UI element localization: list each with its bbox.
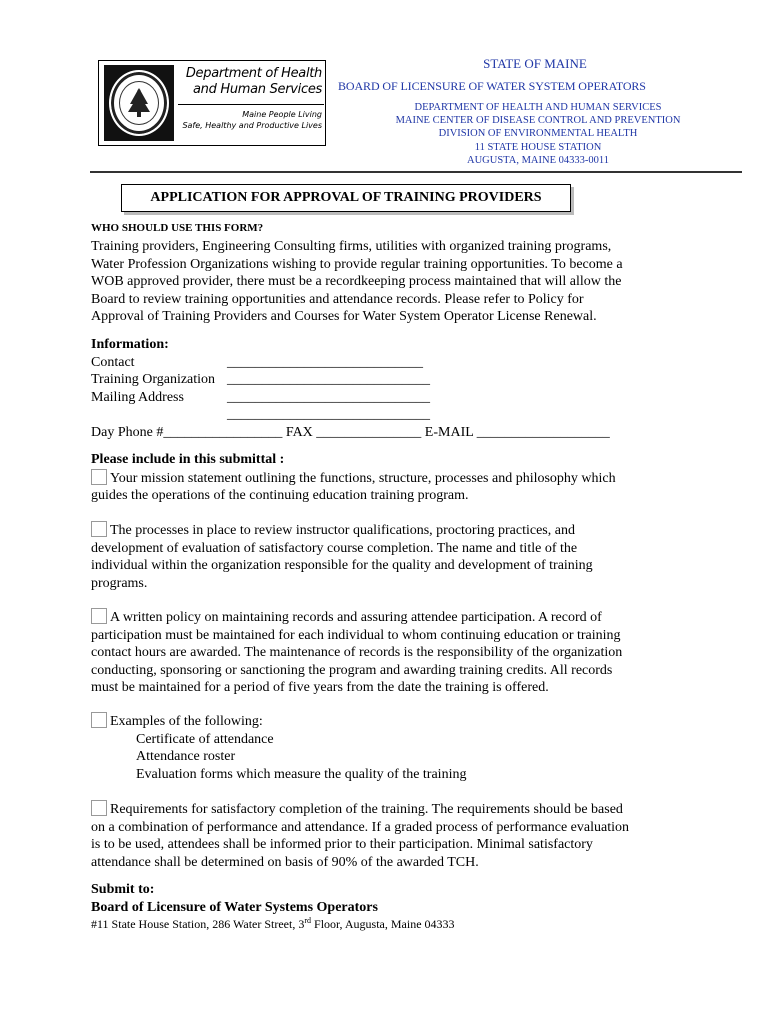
who-line: Board to review training opportunities and attendance records. Please refer to Policy for [91, 291, 584, 307]
department-name-line1: Department of Health [185, 66, 322, 81]
who-heading: WHO SHOULD USE THIS FORM? [91, 222, 264, 234]
department-name-line2: and Human Services [192, 82, 322, 97]
organization-row [91, 371, 691, 389]
checkbox[interactable] [91, 800, 107, 816]
submit-board: Board of Licensure of Water Systems Operators [91, 899, 378, 915]
information-heading: Information: [91, 337, 169, 352]
address-line: MAINE CENTER OF DISEASE CONTROL AND PREVENTION [395, 115, 681, 127]
item-text: programs. [91, 575, 148, 591]
checkbox[interactable] [91, 469, 107, 485]
board-title: BOARD OF LICENSURE OF WATER SYSTEM OPERATORS [338, 79, 646, 93]
organization-label: Training Organization [91, 372, 216, 388]
submit-section [91, 881, 691, 934]
logo-divider [178, 104, 324, 105]
department-tagline [178, 109, 322, 131]
mailing-row [91, 389, 691, 407]
submittal-item [91, 521, 691, 592]
information-section [91, 336, 691, 442]
state-title: STATE OF MAINE [483, 56, 587, 71]
who-line: WOB approved provider, there must be a recordkeeping process maintained that will allow the [91, 274, 622, 290]
who-paragraph [91, 238, 691, 326]
mailing-label: Mailing Address [91, 389, 184, 405]
submit-heading: Submit to: [91, 882, 155, 897]
who-line: Water Profession Organizations wishing to provide regular training opportunities. To become a [91, 256, 623, 272]
item-text: Your mission statement outlining the functions, structure, processes and philosophy which [110, 470, 616, 486]
item-text: Requirements for satisfactory completion of the training. The requirements should be based [110, 802, 623, 817]
department-tagline-line2: Safe, Healthy and Productive Lives [182, 121, 322, 130]
item-text: on a combination of performance and attendance. If a graded process of performance evaluation [91, 819, 629, 835]
submittal-heading: Please include in this submittal : [91, 452, 285, 467]
item-text: contact hours are awarded. The maintenance of records is the responsibility of the organization [91, 645, 623, 661]
mailing-field[interactable]: _____________________________ [227, 389, 430, 405]
checkbox[interactable] [91, 521, 107, 537]
contact-field[interactable]: ____________________________ [227, 354, 423, 370]
form-title: APPLICATION FOR APPROVAL OF TRAINING PROVIDERS [121, 184, 571, 212]
item-text: The processes in place to review instructor qualifications, proctoring practices, and [110, 523, 575, 538]
submit-address: #11 State House Station, 286 Water Street, 3rd Floor, Augusta, Maine 04333 [91, 916, 455, 932]
contact-row [91, 354, 691, 372]
state-seal-icon [104, 65, 174, 141]
submittal-item [91, 469, 691, 505]
sub-item: Certificate of attendance [136, 731, 274, 747]
checkbox[interactable] [91, 608, 107, 624]
address-line: AUGUSTA, MAINE 04333-0011 [467, 154, 609, 166]
address-line: DEPARTMENT OF HEALTH AND HUMAN SERVICES [414, 102, 662, 113]
submittal-item [91, 608, 691, 697]
who-line: Training providers, Engineering Consulting firms, utilities with organized training programs, [91, 239, 612, 254]
contact-label: Contact [91, 354, 135, 370]
item-text: individual within the organization responsible for the quality and development of training [91, 558, 593, 574]
item-text: Examples of the following: [110, 714, 263, 729]
item-text: A written policy on maintaining records and assuring attendee participation. A record of [110, 610, 602, 625]
mailing-field-2[interactable]: _____________________________ [227, 407, 430, 423]
item-text: conducting, sponsoring or sanctioning the program and awarding training credits. All records [91, 662, 613, 678]
item-text: development of evaluation of satisfactory course completion. The name and title of the [91, 540, 578, 556]
agency-address [370, 101, 706, 167]
organization-field[interactable]: _____________________________ [227, 372, 430, 388]
address-line: 11 STATE HOUSE STATION [474, 141, 602, 153]
item-text: must be maintained for a period of five years from the date the training is offered. [91, 680, 549, 696]
sub-item: Attendance roster [136, 749, 236, 765]
address-line: DIVISION OF ENVIRONMENTAL HEALTH [438, 128, 638, 140]
submittal-item [91, 800, 691, 871]
phone-fax-email-row[interactable]: Day Phone #_________________ FAX _______________ E-MAIL ___________________ [91, 424, 610, 440]
submittal-section [91, 451, 691, 505]
item-text: participation must be maintained for each individual to whom continuing education or training [91, 627, 621, 643]
department-name [178, 66, 322, 98]
item-text: guides the operations of the continuing education training program. [91, 488, 469, 504]
submittal-item [91, 712, 691, 783]
who-line: Approval of Training Providers and Courses for Water System Operator License Renewal. [91, 309, 597, 325]
item-text: attendance shall be determined on basis of 90% of the awarded TCH. [91, 854, 479, 870]
mailing-row-2 [91, 406, 691, 424]
department-tagline-line1: Maine People Living [242, 110, 322, 119]
checkbox[interactable] [91, 712, 107, 728]
item-text: is to be used, attendees shall be informed prior to their participation. Minimal satisfactory [91, 837, 593, 853]
header-divider [90, 171, 742, 173]
sub-item: Evaluation forms which measure the quality of the training [136, 766, 467, 782]
